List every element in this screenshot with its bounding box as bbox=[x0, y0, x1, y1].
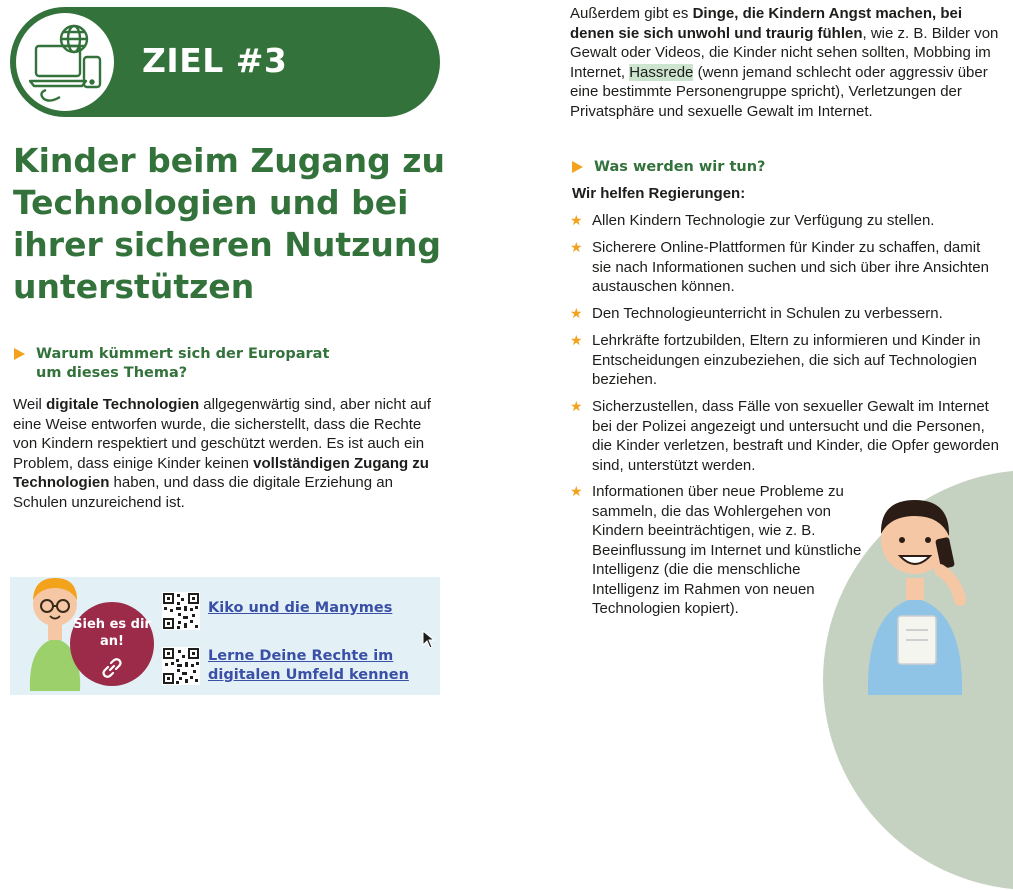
list-item-text: Informationen über neue Probleme zu sammeln, die das Wohlergehen von Kindern beeinträchtigen, wie z. B. Beeinflussung im Internet und künstliche Intelligenz (die die menschliche Intelligenz im Rahmen von neuen Technologien kopiert). bbox=[592, 483, 862, 617]
star-icon: ★ bbox=[570, 239, 583, 255]
page-title: Kinder beim Zugang zu Technologien und bei ihrer sicheren Nutzung unterstützen bbox=[13, 141, 445, 306]
what-heading-text: Was werden wir tun? bbox=[594, 159, 766, 175]
star-icon: ★ bbox=[570, 332, 583, 348]
see-it-badge bbox=[70, 602, 154, 686]
intro-text-1: Außerdem gibt es bbox=[570, 5, 693, 22]
list-item-text: Lehrkräfte fortzubilden, Eltern zu informieren und Kinder in Entscheidungen einzubeziehen, die sich auf Technologien beziehen. bbox=[592, 332, 981, 388]
list-item-text: Den Technologieunterricht in Schulen zu verbessern. bbox=[592, 305, 943, 322]
play-triangle-icon bbox=[14, 348, 25, 360]
list-item bbox=[570, 211, 1000, 231]
list-item bbox=[570, 304, 1000, 324]
why-bold-2: vollständigen Zugang zu Technologien bbox=[13, 454, 429, 491]
list-item bbox=[570, 238, 1000, 297]
why-text-3: haben, und dass die digitale Erziehung an Schulen unzureichend ist. bbox=[13, 474, 393, 511]
chain-link-icon bbox=[101, 658, 123, 678]
list-item-text: Allen Kindern Technologie zur Verfügung zu stellen. bbox=[592, 212, 935, 229]
see-it-label: Sieh es dir an! bbox=[73, 617, 151, 649]
intro-bold: Dinge, die Kindern Angst machen, bei denen sie sich unwohl und traurig fühlen bbox=[570, 5, 963, 42]
link-kiko-manymes[interactable]: Kiko und die Manymes bbox=[208, 600, 393, 616]
list-item bbox=[570, 397, 1000, 475]
intro-text-3: (wenn jemand schlecht oder aggressiv über eine bestimmte Personengruppe spricht), Verletzungen der Privatsphäre und sexuelle Gewalt im Internet. bbox=[570, 63, 988, 120]
why-text-1: Weil bbox=[13, 396, 47, 413]
mouse-pointer-icon bbox=[422, 630, 438, 650]
why-text-2: allgegenwärtig sind, aber nicht auf eine Weise entworfen wurde, die sicherstellt, dass die Rechte von Kindern respektiert und geschützt werden. Es ist auch ein Problem, dass einige Kinder keinen bbox=[13, 396, 431, 472]
qr-code-icon[interactable] bbox=[162, 592, 200, 630]
glossary-term-hassrede[interactable]: Hassrede bbox=[629, 63, 694, 81]
qr-code-icon[interactable] bbox=[162, 647, 200, 685]
star-icon: ★ bbox=[570, 305, 583, 321]
why-bold-1: digitale Technologien bbox=[46, 396, 200, 413]
link-digital-rights[interactable]: Lerne Deine Rechte im digitalen Umfeld kennen bbox=[208, 648, 409, 683]
why-paragraph bbox=[13, 395, 433, 512]
goal-label: ZIEL #3 bbox=[142, 41, 288, 80]
list-item-text: Sicherere Online-Plattformen für Kinder zu schaffen, damit sie nach Informationen suchen und sich über ihre Ansichten austauschen können. bbox=[592, 239, 989, 295]
what-heading bbox=[572, 158, 872, 177]
star-icon: ★ bbox=[570, 483, 583, 499]
list-item bbox=[570, 482, 870, 619]
list-item bbox=[570, 331, 1000, 390]
star-icon: ★ bbox=[570, 212, 583, 228]
devices-globe-icon bbox=[16, 13, 114, 111]
list-item-text: Sicherzustellen, dass Fälle von sexueller Gewalt im Internet bei der Polizei angezeigt und untersucht und die Personen, die Kinder verletzen, bestraft und Kinder, die Opfer geworden sind, unterstützt werden. bbox=[592, 398, 999, 474]
star-icon: ★ bbox=[570, 398, 583, 414]
why-heading bbox=[14, 345, 354, 383]
goal-banner bbox=[10, 7, 440, 117]
intro-text-2: , wie z. B. Bilder von Gewalt oder Videos, die Kinder nicht sehen sollten, Mobbing im Internet, bbox=[570, 24, 999, 81]
boy-on-phone-illustration bbox=[860, 490, 970, 695]
why-heading-text: Warum kümmert sich der Europarat um dieses Thema? bbox=[36, 346, 330, 381]
helper-line: Wir helfen Regierungen: bbox=[572, 185, 746, 202]
intro-paragraph bbox=[570, 4, 1000, 121]
play-triangle-icon bbox=[572, 161, 583, 173]
